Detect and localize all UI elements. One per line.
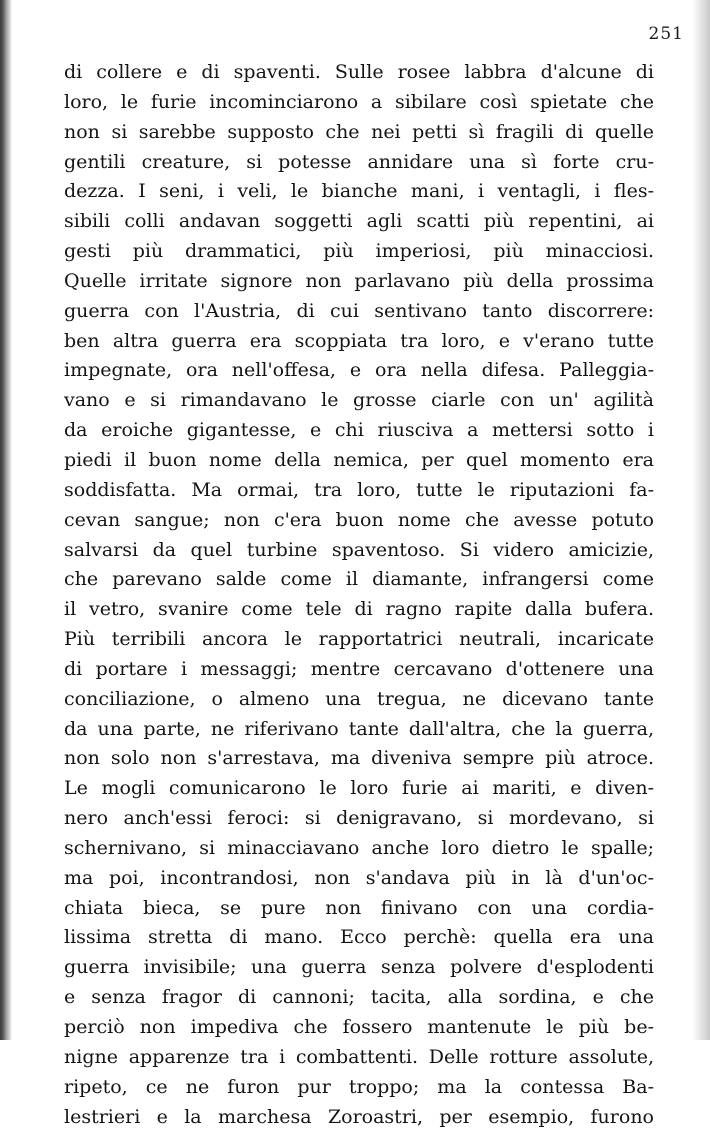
text-line: Le mogli comunicarono le loro furie ai mariti, e diven- xyxy=(64,777,654,800)
text-line: che parevano salde come il diamante, infrangersi come xyxy=(64,568,654,591)
text-line: piedi il buon nome della nemica, per quel momento era xyxy=(64,448,654,471)
text-line: conciliazione, o almeno una tregua, ne dicevano tante xyxy=(64,687,654,710)
text-line: Più terribili ancora le rapportatrici neutrali, incaricate xyxy=(64,628,654,651)
text-line: ma poi, incontrandosi, non s'andava più in là d'un'oc- xyxy=(64,866,654,889)
text-line: gentili creature, si potesse annidare una sì forte cru- xyxy=(64,150,654,173)
text-line: lissima stretta di mano. Ecco perchè: quella era una xyxy=(64,926,654,949)
text-line: da eroiche gigantesse, e chi riusciva a mettersi sotto i xyxy=(64,419,654,442)
text-line: salvarsi da quel turbine spaventoso. Si videro amicizie, xyxy=(64,538,654,561)
text-line: chiata bieca, se pure non finivano con una cordia- xyxy=(64,896,654,919)
text-line: nigne apparenze tra i combattenti. Delle rotture assolute, xyxy=(64,1045,654,1068)
text-line: sibili colli andavan soggetti agli scatti più repentini, ai xyxy=(64,210,654,233)
text-line: perciò non impediva che fossero mantenute le più be- xyxy=(64,1016,654,1038)
text-line: vano e si rimandavano le grosse ciarle con un' agilità xyxy=(64,389,654,412)
text-line: di collere e di spaventi. Sulle rosee labbra d'alcune di xyxy=(64,61,654,83)
text-line: Quelle irritate signore non parlavano più della prossima xyxy=(64,269,654,292)
text-line: lestrieri e la marchesa Zoroastri, per esempio, furono xyxy=(64,1105,654,1128)
text-line: e senza fragor di cannoni; tacita, alla sordina, e che xyxy=(64,986,654,1009)
text-line: ripeto, ce ne furon pur troppo; ma la contessa Ba- xyxy=(64,1075,654,1098)
text-line: soddisfatta. Ma ormai, tra loro, tutte le riputazioni fa- xyxy=(64,478,654,501)
scan-left-edge xyxy=(0,0,12,1040)
text-line: da una parte, ne riferivano tante dall'altra, che la guerra, xyxy=(64,717,654,740)
text-line: schernivano, si minacciavano anche loro dietro le spalle; xyxy=(64,836,654,859)
text-line: ben altra guerra era scoppiata tra loro, e v'erano tutte xyxy=(64,329,654,352)
text-line: cevan sangue; non c'era buon nome che avesse potuto xyxy=(64,508,654,531)
text-line: dezza. I seni, i veli, le bianche mani, i ventagli, i fles- xyxy=(64,180,654,203)
text-line: non si sarebbe supposto che nei petti sì fragili di quelle xyxy=(64,120,654,143)
body-text xyxy=(64,58,654,1132)
text-line: gesti più drammatici, più imperiosi, più minacciosi. xyxy=(64,240,654,263)
scan-right-edge xyxy=(692,0,710,1040)
text-line: nero anch'essi feroci: si denigravano, si mordevano, si xyxy=(64,807,654,830)
text-line: guerra invisibile; una guerra senza polvere d'esplodenti xyxy=(64,956,654,979)
text-line: non solo non s'arrestava, ma diveniva sempre più atroce. xyxy=(64,747,654,770)
text-line: impegnate, ora nell'offesa, e ora nella difesa. Palleggia- xyxy=(64,359,654,382)
text-line: il vetro, svanire come tele di ragno rapite dalla bufera. xyxy=(64,598,654,621)
text-line: di portare i messaggi; mentre cercavano d'ottenere una xyxy=(64,657,654,680)
page-number: 251 xyxy=(648,24,684,44)
text-line: guerra con l'Austria, di cui sentivano tanto discorrere: xyxy=(64,299,654,322)
text-line: loro, le furie incominciarono a sibilare così spietate che xyxy=(64,90,654,113)
